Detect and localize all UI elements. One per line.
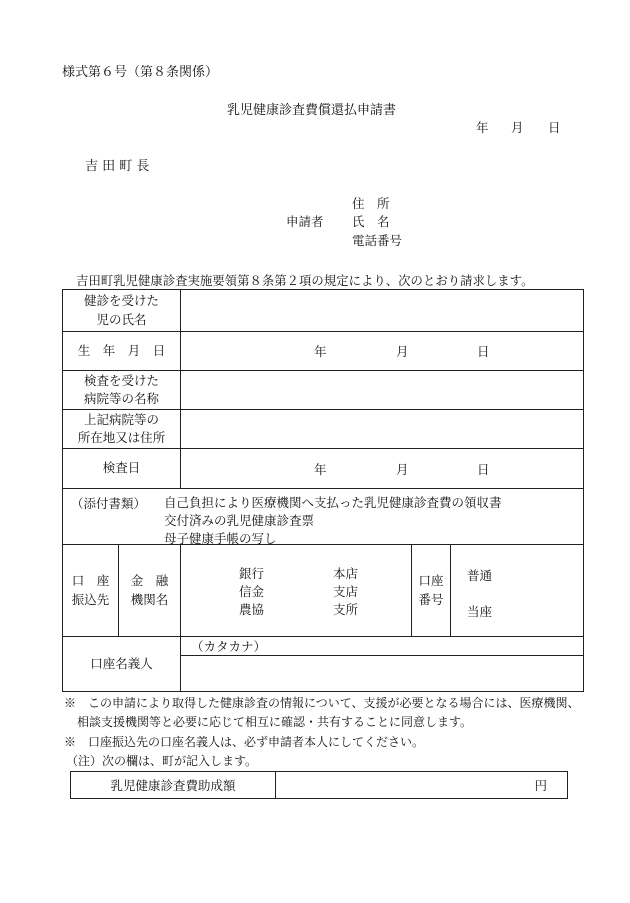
subsidy-amount-field[interactable] bbox=[276, 772, 568, 799]
attachment-item: 交付済みの乳児健康診査票 bbox=[164, 513, 315, 528]
attachment-item: 自己負担により医療機関へ支払った乳児健康診査費の領収書 bbox=[164, 495, 502, 510]
hospital-name-row bbox=[63, 371, 584, 410]
account-holder-note: ※ 口座振込先の口座名義人は、必ず申請者本人にしてください。 bbox=[64, 735, 425, 749]
applicant-name-label: 氏 名 bbox=[352, 214, 390, 229]
subsidy-unit: 円 bbox=[534, 778, 547, 793]
exam-year-unit: 年 bbox=[314, 461, 327, 477]
exam-date-field[interactable] bbox=[181, 449, 584, 489]
application-table bbox=[62, 289, 584, 692]
birth-month-unit: 月 bbox=[396, 344, 409, 359]
branch-type-option: 本店 bbox=[333, 566, 359, 581]
branch-type-option: 支店 bbox=[333, 584, 359, 599]
applicant-address-label: 住 所 bbox=[352, 196, 390, 211]
bank-row bbox=[63, 545, 584, 637]
account-type-option: 普通 bbox=[467, 568, 493, 583]
transfer-label: 口 座 振込先 bbox=[63, 545, 119, 637]
subsidy-table bbox=[70, 771, 568, 799]
child-name-field[interactable] bbox=[181, 290, 584, 332]
exam-date-label: 検査日 bbox=[63, 449, 181, 489]
account-holder-label: 口座名義人 bbox=[63, 637, 181, 692]
account-type-option: 当座 bbox=[467, 604, 493, 619]
katakana-field[interactable] bbox=[181, 637, 584, 656]
addressee: 吉 田 町 長 bbox=[85, 159, 150, 174]
birth-day-unit: 日 bbox=[477, 344, 490, 359]
bank-name-field[interactable] bbox=[181, 545, 412, 637]
hospital-name-field[interactable] bbox=[181, 371, 584, 410]
intro-text: 吉田町乳児健康診査実施要領第８条第２項の規定により、次のとおり請求します。 bbox=[76, 273, 534, 288]
document-title: 乳児健康診査費償還払申請書 bbox=[227, 103, 397, 118]
branch-type-option: 支所 bbox=[333, 602, 359, 617]
bank-type-option: 銀行 bbox=[239, 566, 265, 581]
exam-date-row bbox=[63, 449, 584, 489]
katakana-row bbox=[63, 637, 584, 656]
exam-day-unit: 日 bbox=[477, 461, 490, 477]
form-number: 様式第６号（第８条関係） bbox=[62, 65, 219, 80]
birth-date-row bbox=[63, 332, 584, 371]
account-holder-field[interactable] bbox=[181, 656, 584, 692]
subsidy-row bbox=[71, 772, 568, 799]
child-name-label: 健診を受けた 児の氏名 bbox=[63, 290, 181, 332]
bank-type-option: 信金 bbox=[239, 584, 265, 599]
hospital-name-label: 検査を受けた 病院等の名称 bbox=[63, 371, 181, 410]
attachments-label: （添付書類） bbox=[71, 496, 147, 511]
bank-type-option: 農協 bbox=[239, 602, 265, 617]
applicant-label: 申請者 bbox=[286, 214, 324, 229]
birth-date-field[interactable] bbox=[181, 332, 584, 371]
account-number-field[interactable] bbox=[451, 545, 584, 637]
consent-note: ※ この申請により取得した健康診査の情報について、支援が必要となる場合には、医療機関、 bbox=[64, 696, 580, 710]
birth-year-unit: 年 bbox=[314, 344, 327, 359]
hospital-address-row bbox=[63, 410, 584, 449]
date-month: 月 bbox=[511, 120, 524, 135]
attachments-cell bbox=[63, 489, 584, 545]
bank-type-options bbox=[239, 565, 264, 619]
hospital-address-field[interactable] bbox=[181, 410, 584, 449]
applicant-phone-label: 電話番号 bbox=[352, 233, 403, 248]
attachments-row bbox=[63, 489, 584, 545]
account-number-label: 口座 番号 bbox=[412, 545, 451, 637]
consent-note-continued: 相談支援機関等と必要に応じて相互に確認・共有することに同意します。 bbox=[77, 715, 473, 729]
institution-label: 金 融 機関名 bbox=[119, 545, 181, 637]
exam-month-unit: 月 bbox=[396, 461, 409, 477]
subsidy-label: 乳児健康診査費助成額 bbox=[71, 772, 276, 799]
town-note: （注）次の欄は、町が記入します。 bbox=[66, 754, 258, 768]
date-day: 日 bbox=[548, 120, 561, 135]
date-year: 年 bbox=[476, 120, 489, 135]
katakana-label: （カタカナ） bbox=[191, 639, 267, 654]
hospital-address-label: 上記病院等の 所在地又は住所 bbox=[63, 410, 181, 449]
attachment-item: 母子健康手帳の写し bbox=[164, 531, 277, 546]
birth-date-label: 生 年 月 日 bbox=[63, 332, 181, 371]
child-name-row bbox=[63, 290, 584, 332]
attachments-list bbox=[164, 494, 502, 548]
branch-type-options bbox=[333, 565, 358, 619]
